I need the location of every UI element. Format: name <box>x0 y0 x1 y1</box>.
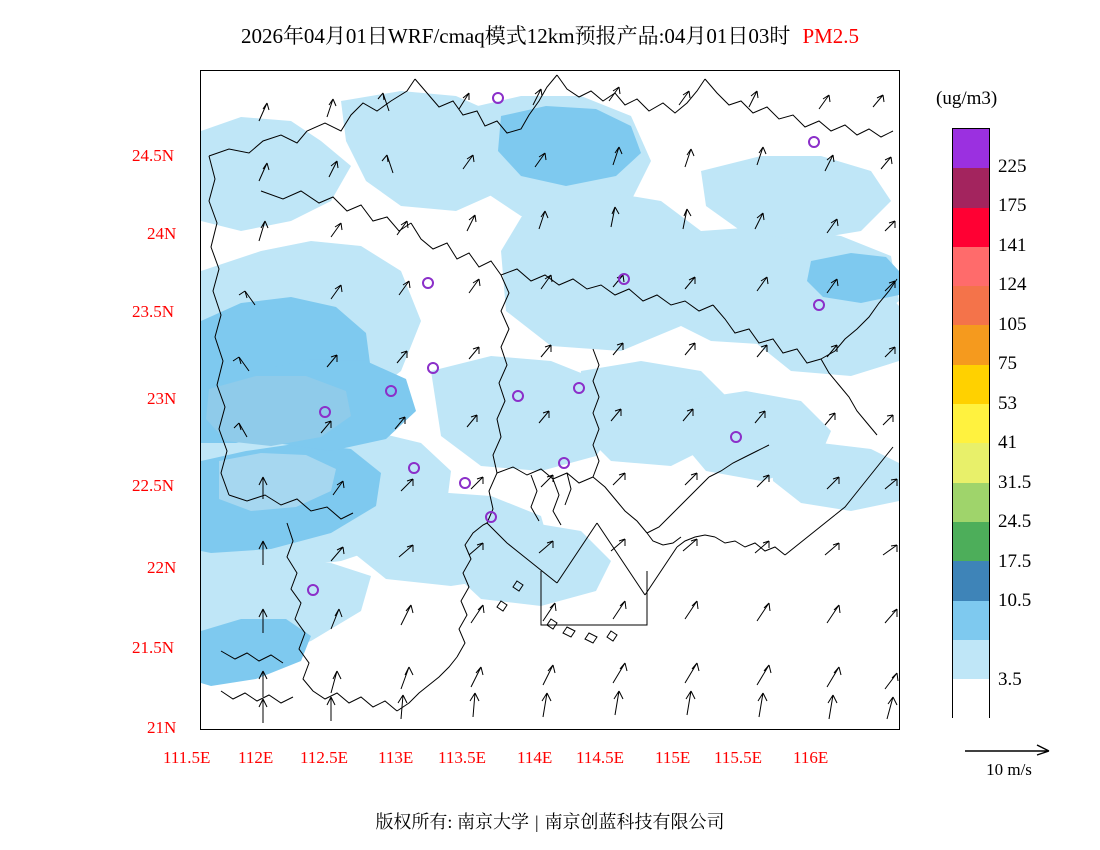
colorbar-cell-7-10-5 <box>953 601 989 640</box>
colorbar-tick-17-5: 17.5 <box>998 551 1032 572</box>
y-axis-label-22-5n: 22.5N <box>132 476 175 495</box>
colorbar-tick-3-5: 3.5 <box>998 669 1022 690</box>
colorbar-cell-31-5-41 <box>953 443 989 482</box>
x-axis-label-111-5e: 111.5E <box>163 748 211 767</box>
colorbar-units-label: (ug/m3) <box>936 88 998 109</box>
y-axis-label-23-5n: 23.5N <box>132 302 175 321</box>
colorbar-cell-141-175 <box>953 208 989 247</box>
colorbar-tick-31-5: 31.5 <box>998 472 1032 493</box>
colorbar-cell-75-105 <box>953 325 989 364</box>
pm25-concentration-field <box>201 71 899 729</box>
colorbar-tick-53: 53 <box>998 393 1017 414</box>
x-axis-label-116e: 116E <box>793 748 829 767</box>
colorbar-tick-10-5: 10.5 <box>998 590 1032 611</box>
colorbar-tick-24-5: 24.5 <box>998 511 1032 532</box>
colorbar-cell-24-5-31-5 <box>953 483 989 522</box>
y-axis-label-21n: 21N <box>147 718 177 737</box>
x-axis-label-113-5e: 113.5E <box>438 748 487 767</box>
colorbar-tick-124: 124 <box>998 274 1027 295</box>
wind-scale-legend <box>944 740 1074 780</box>
colorbar-tick-75: 75 <box>998 353 1017 374</box>
page-title <box>0 20 1100 50</box>
colorbar-cell-225-plus <box>953 129 989 168</box>
colorbar-cell-41-53 <box>953 404 989 443</box>
colorbar-cell-105-124 <box>953 286 989 325</box>
footer-copyright: 版权所有: 南京大学 <box>375 812 529 832</box>
colorbar-cell-3-5-7 <box>953 640 989 679</box>
colorbar <box>952 128 990 718</box>
x-axis-label-114e: 114E <box>517 748 553 767</box>
x-axis-label-113e: 113E <box>378 748 414 767</box>
x-axis-label-112e: 112E <box>238 748 274 767</box>
footer-separator: | <box>534 812 539 832</box>
colorbar-cell-below-3-5 <box>953 679 989 718</box>
wind-scale-label: 10 m/s <box>986 760 1032 779</box>
page-title-main: 2026年04月01日WRF/cmaq模式12km预报产品:04月01日03时 <box>240 24 791 48</box>
y-axis-label-21-5n: 21.5N <box>132 638 175 657</box>
footer-company: 南京创蓝科技有限公司 <box>544 812 725 832</box>
colorbar-tick-41: 41 <box>998 432 1017 453</box>
colorbar-cell-124-141 <box>953 247 989 286</box>
colorbar-tick-105: 105 <box>998 314 1027 335</box>
colorbar-cell-53-75 <box>953 365 989 404</box>
y-axis-label-24-5n: 24.5N <box>132 146 175 165</box>
colorbar-cell-10-5-17-5 <box>953 561 989 600</box>
x-axis-label-115e: 115E <box>655 748 691 767</box>
x-axis-label-112-5e: 112.5E <box>300 748 349 767</box>
page-title-species: PM2.5 <box>802 24 860 48</box>
colorbar-tick-175: 175 <box>998 195 1027 216</box>
colorbar-tick-141: 141 <box>998 235 1027 256</box>
y-axis-label-22n: 22N <box>147 558 177 577</box>
colorbar-cell-175-225 <box>953 168 989 207</box>
y-axis-label-24n: 24N <box>147 224 177 243</box>
arrow-right-icon <box>963 740 1055 758</box>
y-axis-label-23n: 23N <box>147 389 177 408</box>
x-axis-label-115-5e: 115.5E <box>714 748 763 767</box>
colorbar-cell-17-5-24-5 <box>953 522 989 561</box>
x-axis-label-114-5e: 114.5E <box>576 748 625 767</box>
colorbar-tick-225: 225 <box>998 156 1027 177</box>
footer <box>0 808 1100 834</box>
map-plot-area[interactable] <box>200 70 900 730</box>
